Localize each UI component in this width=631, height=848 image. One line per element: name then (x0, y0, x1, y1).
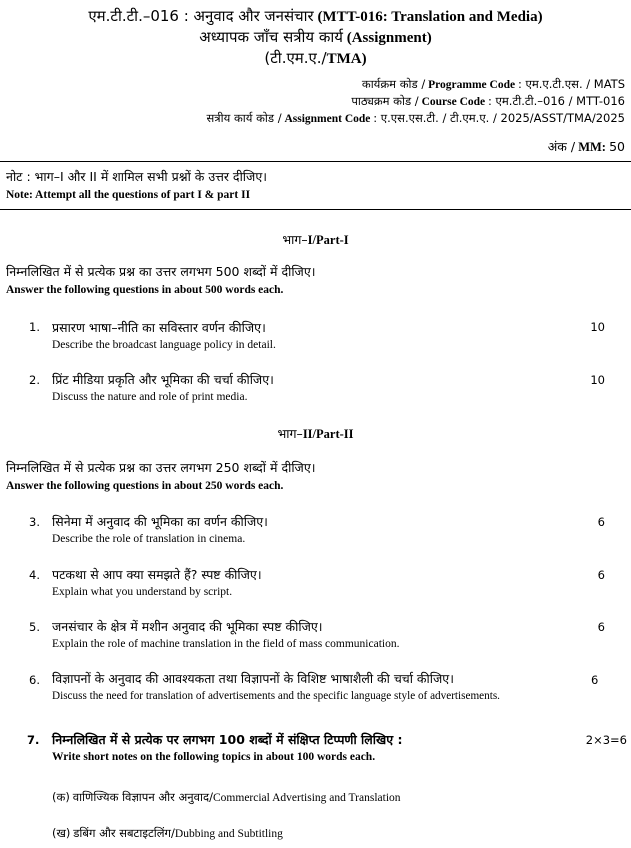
part1-instruction-hindi: निम्नलिखित में से प्रत्येक प्रश्न का उत्तर लगभग 500 शब्दों में दीजिए। (6, 264, 316, 279)
note-hindi: नोट : भाग–I और II में शामिल सभी प्रश्नों के उत्तर दीजिए। (6, 169, 267, 184)
question-text-hindi: पटकथा से आप क्या समझते हैं? स्पष्ट कीजिए। (52, 567, 262, 582)
question-text-english: Describe the role of translation in cinema. (52, 533, 246, 545)
title-line-1: एम.टी.टी.–016 : अनुवाद और जनसंचार (MTT-016: Translation and Media) (88, 7, 543, 25)
divider-bottom (0, 209, 631, 210)
question-number: 3. (29, 515, 40, 529)
question-number: 1. (29, 320, 40, 334)
question-text-hindi: निम्नलिखित में से प्रत्येक पर लगभग 100 शब्दों में संक्षिप्त टिप्पणी लिखिए : (52, 732, 403, 747)
divider-top (0, 161, 631, 162)
title-line-2: अध्यापक जाँच सत्रीय कार्य (Assignment) (199, 28, 432, 46)
question-number: 4. (29, 568, 40, 582)
question-marks: 6 (597, 515, 605, 529)
part1-instruction-english: Answer the following questions in about 500 words each. (6, 284, 284, 296)
question-text-english: Explain the role of machine translation in the field of mass communication. (52, 638, 400, 650)
course-code: पाठ्यक्रम कोड / Course Code : एम.टी.टी.–016 / MTT-016 (351, 94, 625, 108)
question-text-hindi: विज्ञापनों के अनुवाद की आवश्यकता तथा विज्ञापनों के विशिष्ट भाषाशैली की चर्चा कीजिए। (52, 671, 454, 686)
question-marks: 6 (597, 620, 605, 634)
programme-code: कार्यक्रम कोड / Programme Code : एम.ए.टी.एस. / MATS (361, 77, 625, 91)
assignment-code: सत्रीय कार्य कोड / Assignment Code : ए.एस.एस.टी. / टी.एम.ए. / 2025/ASST/TMA/2025 (206, 111, 625, 125)
question-number: 2. (29, 373, 40, 387)
question-text-english: Describe the broadcast language policy in detail. (52, 339, 276, 351)
question-text-hindi: सिनेमा में अनुवाद की भूमिका का वर्णन कीजिए। (52, 514, 268, 529)
question-number: 5. (29, 620, 40, 634)
question-text-hindi: प्रसारण भाषा–नीति का सविस्तार वर्णन कीजिए। (52, 320, 266, 335)
question-marks: 2×3=6 (585, 733, 627, 747)
question-number: 6. (29, 673, 40, 687)
question-marks: 10 (590, 373, 605, 387)
question-text-english: Discuss the need for translation of advertisements and the specific language style of advertisements. (52, 690, 500, 702)
question-marks: 6 (597, 568, 605, 582)
question-text-english: Write short notes on the following topics in about 100 words each. (52, 751, 376, 763)
note-english: Note: Attempt all the questions of part I & part II (6, 189, 251, 201)
part2-heading: भाग–II/Part-II (277, 426, 354, 441)
question-text-hindi: जनसंचार के क्षेत्र में मशीन अनुवाद की भूमिका स्पष्ट कीजिए। (52, 619, 323, 634)
question-text-hindi: प्रिंट मीडिया प्रकृति और भूमिका की चर्चा कीजिए। (52, 372, 274, 387)
part2-instruction-english: Answer the following questions in about 250 words each. (6, 480, 284, 492)
question-text-english: Explain what you understand by script. (52, 586, 233, 598)
question-number: 7. (27, 733, 40, 747)
short-note-topic: (क) वाणिज्यिक विज्ञापन और अनुवाद/Commercial Advertising and Translation (52, 790, 401, 804)
question-marks: 6 (591, 673, 599, 687)
part1-heading: भाग–I/Part-I (282, 232, 349, 247)
max-marks: अंक / MM: 50 (547, 139, 625, 154)
part2-instruction-hindi: निम्नलिखित में से प्रत्येक प्रश्न का उत्तर लगभग 250 शब्दों में दीजिए। (6, 460, 316, 475)
question-marks: 10 (590, 320, 605, 334)
short-note-topic: (ख) डबिंग और सबटाइटलिंग/Dubbing and Subtitling (52, 826, 283, 840)
title-line-3: (टी.एम.ए./TMA) (264, 49, 367, 67)
question-text-english: Discuss the nature and role of print media. (52, 391, 248, 403)
